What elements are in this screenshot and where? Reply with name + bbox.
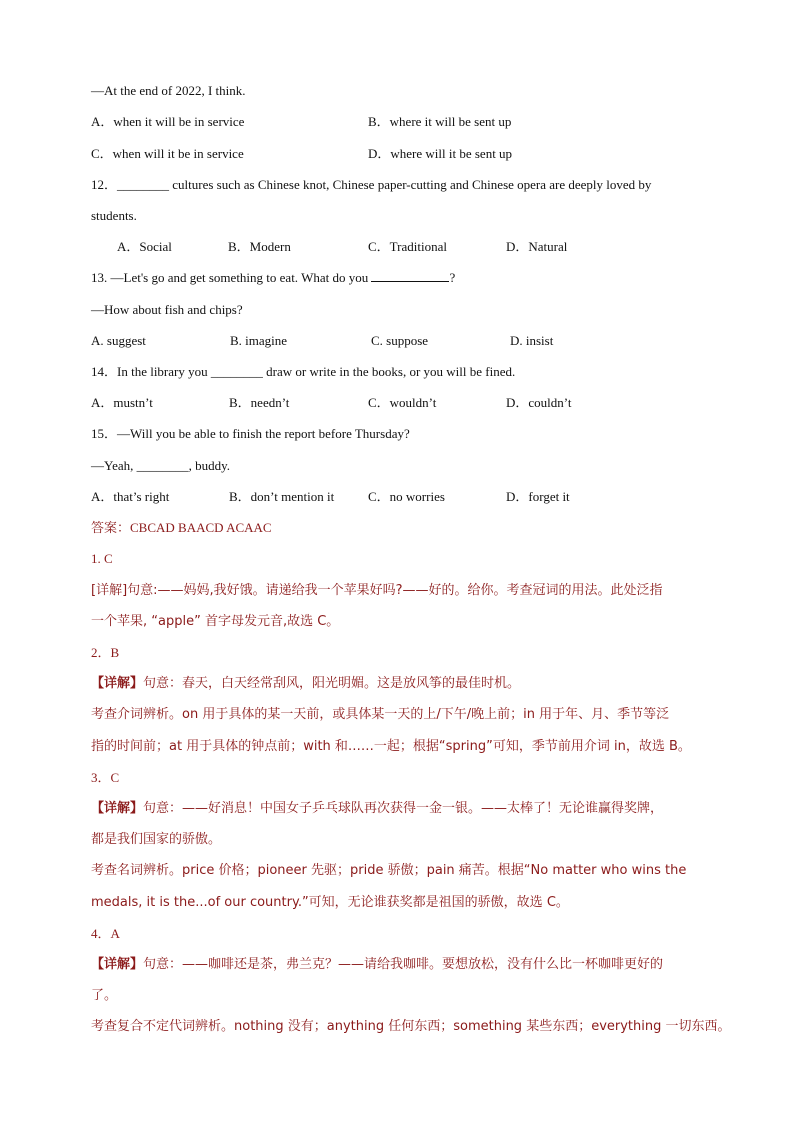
q12-options: [117, 238, 717, 256]
q13-option-c: C. suppose: [371, 333, 429, 348]
explanation-2-line-3: 指的时间前；at 用于具体的钟点前；with 和……一起；根据“spring”可知，季节前用介词 in，故选 B。: [91, 739, 691, 754]
q12-option-d: D．Natural: [506, 239, 568, 254]
q14-question: 14．In the library you ________ draw or write in the books, or you will be fined.: [91, 364, 516, 379]
explanation-3-line-2: 都是我们国家的骄傲。: [91, 832, 222, 847]
q14-option-b: B．needn’t: [229, 395, 290, 410]
q14-option-c: C．wouldn’t: [368, 395, 437, 410]
q14-options: [91, 394, 731, 412]
q15-option-c: C．no worries: [368, 489, 445, 504]
q11-answer-line: —At the end of 2022, I think.: [91, 83, 246, 98]
q12-option-a: A．Social: [117, 239, 172, 254]
q13-options: [91, 332, 731, 350]
explanation-4-line-1: 【详解】句意：——咖啡还是茶，弗兰克？——请给我咖啡。要想放松，没有什么比一杯咖啡更好的: [91, 957, 664, 972]
explanation-1-number: 1. C: [91, 551, 113, 566]
explanation-1-line-1: [详解]句意:——妈妈,我好饿。请递给我一个苹果好吗?——好的。给你。考查冠词的用法。此处泛指: [91, 583, 663, 598]
q12-question: 12．________ cultures such as Chinese knot, Chinese paper-cutting and Chinese opera are deeply loved by: [91, 177, 652, 192]
explanation-4-line-3: 考查复合不定代词辨析。nothing 没有；anything 任何东西；something 某些东西；everything 一切东西。: [91, 1019, 731, 1034]
q15-option-d: D．forget it: [506, 489, 570, 504]
explanation-3-line-3: 考查名词辨析。price 价格；pioneer 先驱；pride 骄傲；pain 痛苦。根据“No matter who wins the: [91, 863, 687, 878]
explanation-1-line-2: 一个苹果, “apple” 首字母发元音,故选 C。: [91, 614, 340, 629]
answer-key: 答案：CBCAD BAACD ACAAC: [91, 520, 272, 536]
explanation-2-number: 2．B: [91, 645, 120, 660]
explanation-3-number: 3．C: [91, 770, 120, 785]
q15-answer-line: —Yeah, ________, buddy.: [91, 458, 231, 473]
q11-option-d: D．where will it be sent up: [368, 146, 513, 161]
q11-options-row-2: [91, 145, 731, 163]
q11-option-c: C．when will it be in service: [91, 146, 244, 161]
q13-option-a: A. suggest: [91, 333, 146, 348]
q13-question: 13. —Let's go and get something to eat. What do you ?: [91, 270, 456, 285]
q13-option-d: D. insist: [510, 333, 554, 348]
q15-option-b: B．don’t mention it: [229, 489, 335, 504]
q11-options-row-1: [91, 113, 731, 131]
q12-option-c: C．Traditional: [368, 239, 447, 254]
explanation-3-line-1: 【详解】句意：——好消息！中国女子乒乓球队再次获得一金一银。——太棒了！无论谁赢得奖牌，: [91, 801, 664, 816]
q14-option-a: A．mustn’t: [91, 395, 153, 410]
q13-answer-line: —How about fish and chips?: [91, 302, 243, 317]
explanation-2-line-2: 考查介词辨析。on 用于具体的某一天前，或具体某一天的上/下午/晚上前；in 用于年、月、季节等泛: [91, 707, 670, 722]
q11-option-a: A．when it will be in service: [91, 114, 245, 129]
q12-option-b: B．Modern: [228, 239, 291, 254]
q14-option-d: D．couldn’t: [506, 395, 572, 410]
explanation-4-number: 4．A: [91, 926, 120, 941]
q12-continuation: students.: [91, 208, 137, 223]
q15-options: [91, 488, 731, 506]
q15-question: 15．—Will you be able to finish the report before Thursday?: [91, 426, 410, 441]
explanation-4-line-2: 了。: [91, 988, 118, 1003]
explanation-2-line-1: 【详解】句意：春天，白天经常刮风，阳光明媚。这是放风筝的最佳时机。: [91, 676, 521, 691]
q11-option-b: B．where it will be sent up: [368, 114, 512, 129]
q15-option-a: A．that’s right: [91, 489, 170, 504]
q13-blank: [371, 269, 449, 282]
q13-option-b: B. imagine: [230, 333, 288, 348]
explanation-3-line-4: medals, it is the...of our country.”可知，无论谁获奖都是祖国的骄傲，故选 C。: [91, 895, 569, 910]
